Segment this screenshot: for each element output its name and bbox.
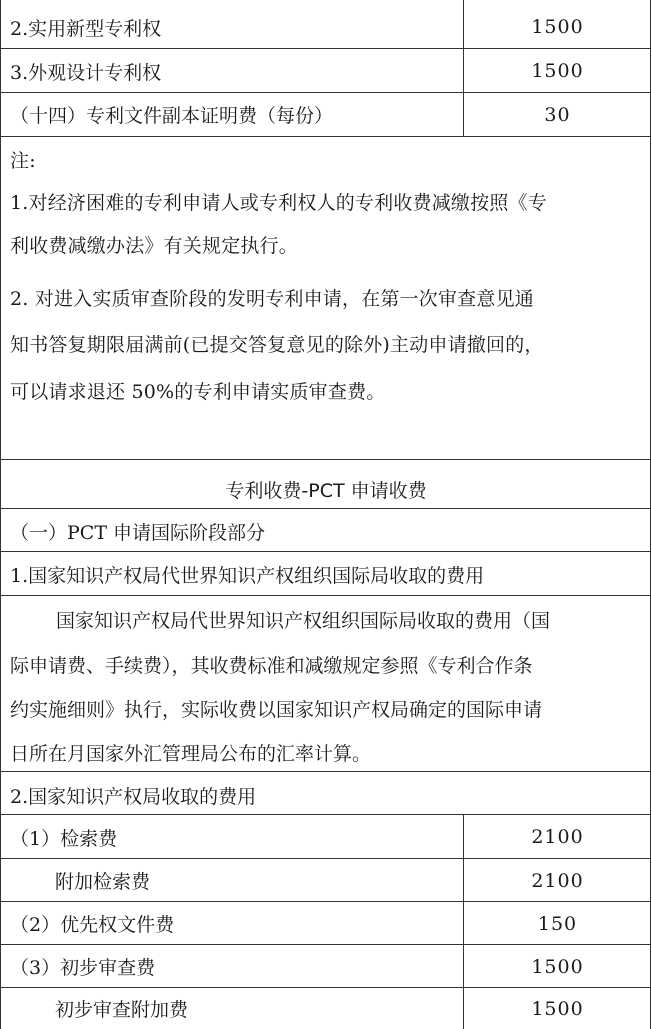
note-line: 2. 对进入实质审查阶段的发明专利申请，在第一次审查意见通 bbox=[10, 288, 534, 310]
fee-amount: 2100 bbox=[531, 869, 584, 892]
section-title: 专利收费-PCT 申请收费 bbox=[225, 480, 427, 502]
fee-row bbox=[1, 988, 651, 1029]
fee-label: （十四）专利文件副本证明费（每份） bbox=[10, 105, 334, 127]
fee-label: 2.实用新型专利权 bbox=[10, 17, 162, 40]
fee-amount: 1500 bbox=[531, 60, 584, 82]
fee-row bbox=[1, 945, 651, 988]
column-divider bbox=[463, 814, 464, 1029]
fee-row bbox=[1, 49, 651, 93]
fee-label: （2）优先权文件费 bbox=[10, 914, 175, 936]
paragraph-line: 约实施细则》执行，实际收费以国家知识产权局确定的国际申请 bbox=[10, 699, 543, 721]
row-divider bbox=[1, 595, 651, 596]
fee-amount: 2100 bbox=[531, 826, 584, 848]
fee-amount: 1500 bbox=[531, 955, 584, 978]
fee-label: （3）初步审查费 bbox=[10, 957, 156, 979]
fee-row bbox=[1, 815, 651, 859]
note-line: 可以请求退还 50%的专利申请实质审查费。 bbox=[10, 381, 386, 403]
column-divider bbox=[463, 0, 464, 136]
fee-amount: 30 bbox=[544, 103, 571, 126]
note-line: 利收费减缴办法》有关规定执行。 bbox=[10, 235, 299, 257]
fee-row bbox=[1, 93, 651, 136]
notes-heading: 注: bbox=[10, 150, 36, 172]
paragraph-line: 日所在月国家外汇管理局公布的汇率计算。 bbox=[10, 743, 372, 765]
row-divider bbox=[1, 551, 651, 552]
item-heading: 2.国家知识产权局收取的费用 bbox=[10, 786, 257, 808]
fee-amount: 1500 bbox=[531, 997, 584, 1020]
fee-row bbox=[1, 5, 651, 49]
fee-amount: 1500 bbox=[531, 16, 584, 38]
fee-label: 3.外观设计专利权 bbox=[10, 61, 162, 84]
row-divider bbox=[1, 771, 651, 772]
fee-row bbox=[1, 902, 651, 945]
row-divider bbox=[1, 508, 651, 509]
fee-label: 附加检索费 bbox=[55, 871, 151, 893]
item-heading: 1.国家知识产权局代世界知识产权组织国际局收取的费用 bbox=[10, 565, 485, 587]
fee-label: 初步审查附加费 bbox=[55, 999, 189, 1021]
row-divider bbox=[1, 459, 651, 460]
row-divider bbox=[1, 136, 651, 137]
fee-amount: 150 bbox=[537, 912, 578, 935]
fee-row bbox=[1, 859, 651, 902]
note-line: 知书答复期限届满前(已提交答复意见的除外)主动申请撤回的， bbox=[10, 334, 544, 356]
paragraph-line: 际申请费、手续费），其收费标准和减缴规定参照《专利合作条 bbox=[10, 655, 533, 677]
paragraph-line: 国家知识产权局代世界知识产权组织国际局收取的费用（国 bbox=[56, 610, 551, 632]
note-line: 1.对经济困难的专利申请人或专利权人的专利收费减缴按照《专 bbox=[10, 192, 547, 214]
fee-label: （1）检索费 bbox=[10, 827, 118, 850]
part-heading: （一）PCT 申请国际阶段部分 bbox=[10, 522, 266, 544]
